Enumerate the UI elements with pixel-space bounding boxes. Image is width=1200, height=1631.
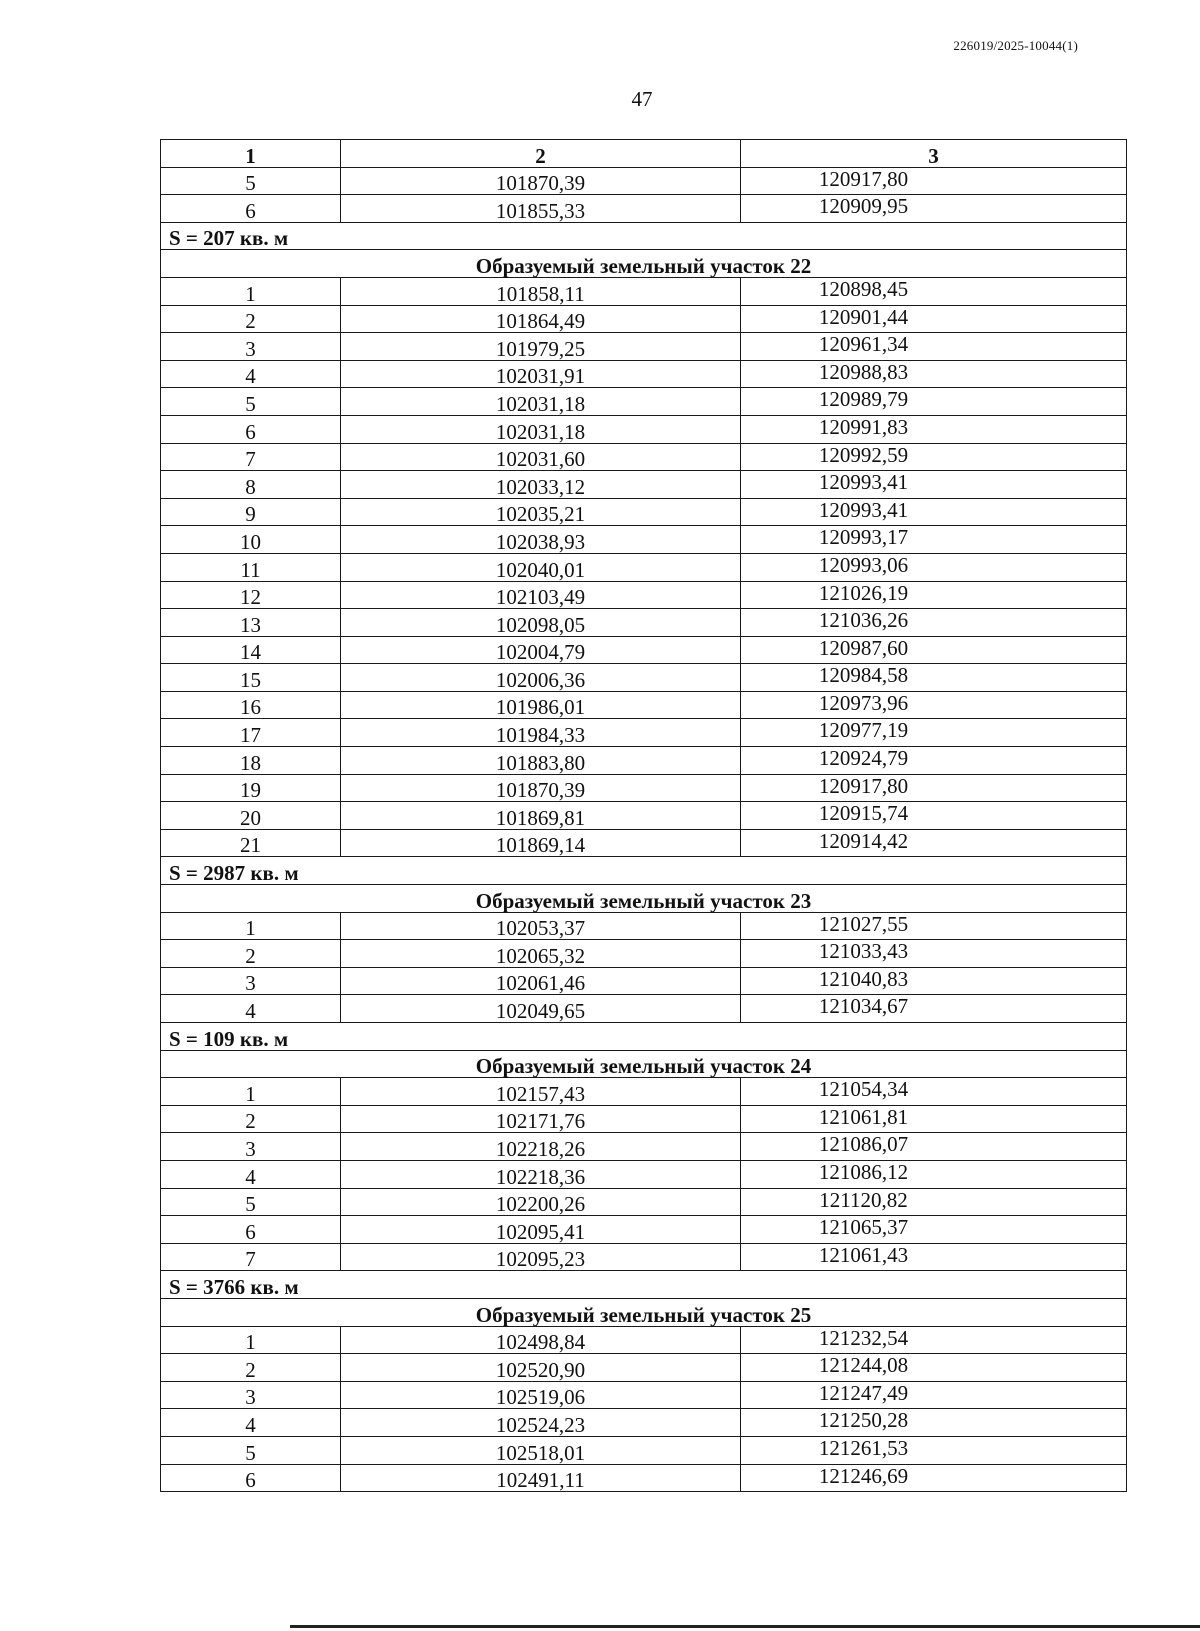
x-coordinate-cell: 101979,25 <box>341 333 741 361</box>
y-coordinate-cell: 120992,59 <box>741 443 1127 471</box>
x-coordinate-cell: 101869,81 <box>341 802 741 830</box>
area-total: S = 2987 кв. м <box>161 857 1127 885</box>
x-coordinate-cell: 102006,36 <box>341 664 741 692</box>
point-number-cell: 17 <box>161 719 341 747</box>
y-coordinate-cell: 120993,41 <box>741 471 1127 499</box>
x-coordinate-cell: 102004,79 <box>341 636 741 664</box>
table-row <box>161 1160 1127 1188</box>
point-number-cell: 5 <box>161 167 341 195</box>
y-coordinate-cell: 120909,95 <box>741 195 1127 223</box>
table-row <box>161 553 1127 581</box>
table-row <box>161 581 1127 609</box>
table-row <box>161 1105 1127 1133</box>
x-coordinate-cell: 102095,41 <box>341 1216 741 1244</box>
point-number-cell: 7 <box>161 1243 341 1271</box>
x-coordinate-cell: 101870,39 <box>341 167 741 195</box>
x-coordinate-cell: 102031,18 <box>341 415 741 443</box>
y-coordinate-cell: 120898,45 <box>741 277 1127 305</box>
y-coordinate-cell: 120924,79 <box>741 747 1127 775</box>
point-number-cell: 2 <box>161 305 341 333</box>
point-number-cell: 10 <box>161 526 341 554</box>
point-number-cell: 19 <box>161 774 341 802</box>
point-number-cell: 5 <box>161 388 341 416</box>
point-number-cell: 8 <box>161 471 341 499</box>
y-coordinate-cell: 120984,58 <box>741 664 1127 692</box>
table-row <box>161 636 1127 664</box>
table-row <box>161 1354 1127 1382</box>
x-coordinate-cell: 102171,76 <box>341 1105 741 1133</box>
y-coordinate-cell: 120989,79 <box>741 388 1127 416</box>
x-coordinate-cell: 102518,01 <box>341 1436 741 1464</box>
area-row <box>161 857 1127 885</box>
area-total: S = 207 кв. м <box>161 222 1127 250</box>
point-number-cell: 12 <box>161 581 341 609</box>
table-row <box>161 995 1127 1023</box>
x-coordinate-cell: 101870,39 <box>341 774 741 802</box>
x-coordinate-cell: 102498,84 <box>341 1326 741 1354</box>
point-number-cell: 18 <box>161 747 341 775</box>
point-number-cell: 9 <box>161 498 341 526</box>
y-coordinate-cell: 121033,43 <box>741 940 1127 968</box>
plot-title-row <box>161 1050 1127 1078</box>
table-row <box>161 277 1127 305</box>
table-row <box>161 691 1127 719</box>
x-coordinate-cell: 102033,12 <box>341 471 741 499</box>
table-row <box>161 1381 1127 1409</box>
point-number-cell: 6 <box>161 1216 341 1244</box>
header-col-3: 3 <box>741 140 1127 168</box>
table-row <box>161 719 1127 747</box>
x-coordinate-cell: 102031,60 <box>341 443 741 471</box>
x-coordinate-cell: 101984,33 <box>341 719 741 747</box>
y-coordinate-cell: 120973,96 <box>741 691 1127 719</box>
y-coordinate-cell: 121244,08 <box>741 1354 1127 1382</box>
point-number-cell: 6 <box>161 195 341 223</box>
table-row <box>161 774 1127 802</box>
y-coordinate-cell: 120993,17 <box>741 526 1127 554</box>
point-number-cell: 14 <box>161 636 341 664</box>
coordinates-table <box>160 139 1127 1492</box>
header-col-1: 1 <box>161 140 341 168</box>
area-row <box>161 1023 1127 1051</box>
y-coordinate-cell: 121086,12 <box>741 1160 1127 1188</box>
area-row <box>161 1271 1127 1299</box>
y-coordinate-cell: 121026,19 <box>741 581 1127 609</box>
table-row <box>161 1243 1127 1271</box>
table-row <box>161 609 1127 637</box>
page-number: 47 <box>631 87 653 111</box>
point-number-cell: 1 <box>161 1078 341 1106</box>
area-row <box>161 222 1127 250</box>
table-row <box>161 471 1127 499</box>
table-row <box>161 1436 1127 1464</box>
plot-title: Образуемый земельный участок 22 <box>161 250 1127 278</box>
scan-bottom-edge <box>290 1625 1200 1628</box>
table-row <box>161 912 1127 940</box>
x-coordinate-cell: 102040,01 <box>341 553 741 581</box>
point-number-cell: 1 <box>161 277 341 305</box>
point-number-cell: 4 <box>161 1160 341 1188</box>
y-coordinate-cell: 121036,26 <box>741 609 1127 637</box>
point-number-cell: 7 <box>161 443 341 471</box>
plot-title-row <box>161 1298 1127 1326</box>
header-col-2: 2 <box>341 140 741 168</box>
y-coordinate-cell: 121061,81 <box>741 1105 1127 1133</box>
table-row <box>161 967 1127 995</box>
table-header-row <box>161 140 1127 168</box>
plot-title: Образуемый земельный участок 24 <box>161 1050 1127 1078</box>
table-row <box>161 195 1127 223</box>
document-id: 226019/2025-10044(1) <box>953 38 1078 53</box>
x-coordinate-cell: 101883,80 <box>341 747 741 775</box>
plot-title: Образуемый земельный участок 23 <box>161 885 1127 913</box>
table-row <box>161 1188 1127 1216</box>
y-coordinate-cell: 120917,80 <box>741 167 1127 195</box>
plot-title: Образуемый земельный участок 25 <box>161 1298 1127 1326</box>
table-row <box>161 1326 1127 1354</box>
y-coordinate-cell: 121246,69 <box>741 1464 1127 1492</box>
table-row <box>161 940 1127 968</box>
x-coordinate-cell: 102103,49 <box>341 581 741 609</box>
plot-title-row <box>161 885 1127 913</box>
point-number-cell: 3 <box>161 967 341 995</box>
x-coordinate-cell: 102524,23 <box>341 1409 741 1437</box>
y-coordinate-cell: 121086,07 <box>741 1133 1127 1161</box>
y-coordinate-cell: 120993,06 <box>741 553 1127 581</box>
x-coordinate-cell: 102065,32 <box>341 940 741 968</box>
table-row <box>161 829 1127 857</box>
y-coordinate-cell: 120993,41 <box>741 498 1127 526</box>
x-coordinate-cell: 102491,11 <box>341 1464 741 1492</box>
point-number-cell: 5 <box>161 1188 341 1216</box>
x-coordinate-cell: 102053,37 <box>341 912 741 940</box>
point-number-cell: 2 <box>161 1354 341 1382</box>
point-number-cell: 20 <box>161 802 341 830</box>
point-number-cell: 21 <box>161 829 341 857</box>
x-coordinate-cell: 102049,65 <box>341 995 741 1023</box>
area-total: S = 3766 кв. м <box>161 1271 1127 1299</box>
table-row <box>161 1216 1127 1244</box>
y-coordinate-cell: 120987,60 <box>741 636 1127 664</box>
y-coordinate-cell: 121065,37 <box>741 1216 1127 1244</box>
table-row <box>161 167 1127 195</box>
table-row <box>161 360 1127 388</box>
y-coordinate-cell: 121247,49 <box>741 1381 1127 1409</box>
table-row <box>161 1464 1127 1492</box>
point-number-cell: 6 <box>161 415 341 443</box>
point-number-cell: 11 <box>161 553 341 581</box>
y-coordinate-cell: 121261,53 <box>741 1436 1127 1464</box>
y-coordinate-cell: 121250,28 <box>741 1409 1127 1437</box>
y-coordinate-cell: 120977,19 <box>741 719 1127 747</box>
table-row <box>161 1078 1127 1106</box>
y-coordinate-cell: 120914,42 <box>741 829 1127 857</box>
table-row <box>161 802 1127 830</box>
x-coordinate-cell: 101855,33 <box>341 195 741 223</box>
table-row <box>161 305 1127 333</box>
point-number-cell: 4 <box>161 360 341 388</box>
table-row <box>161 415 1127 443</box>
y-coordinate-cell: 120988,83 <box>741 360 1127 388</box>
table-row <box>161 526 1127 554</box>
table-row <box>161 1409 1127 1437</box>
point-number-cell: 3 <box>161 1381 341 1409</box>
point-number-cell: 13 <box>161 609 341 637</box>
table-row <box>161 747 1127 775</box>
y-coordinate-cell: 120901,44 <box>741 305 1127 333</box>
y-coordinate-cell: 121061,43 <box>741 1243 1127 1271</box>
table-row <box>161 1133 1127 1161</box>
point-number-cell: 3 <box>161 333 341 361</box>
area-total: S = 109 кв. м <box>161 1023 1127 1051</box>
y-coordinate-cell: 121232,54 <box>741 1326 1127 1354</box>
x-coordinate-cell: 102520,90 <box>341 1354 741 1382</box>
x-coordinate-cell: 101858,11 <box>341 277 741 305</box>
x-coordinate-cell: 102038,93 <box>341 526 741 554</box>
plot-title-row <box>161 250 1127 278</box>
table-row <box>161 333 1127 361</box>
point-number-cell: 1 <box>161 1326 341 1354</box>
table-row <box>161 498 1127 526</box>
x-coordinate-cell: 101869,14 <box>341 829 741 857</box>
x-coordinate-cell: 102218,36 <box>341 1160 741 1188</box>
point-number-cell: 6 <box>161 1464 341 1492</box>
x-coordinate-cell: 102035,21 <box>341 498 741 526</box>
table-row <box>161 388 1127 416</box>
y-coordinate-cell: 121040,83 <box>741 967 1127 995</box>
x-coordinate-cell: 102031,91 <box>341 360 741 388</box>
y-coordinate-cell: 120915,74 <box>741 802 1127 830</box>
y-coordinate-cell: 121027,55 <box>741 912 1127 940</box>
coordinates-table-body <box>161 140 1127 1492</box>
y-coordinate-cell: 120991,83 <box>741 415 1127 443</box>
x-coordinate-cell: 102095,23 <box>341 1243 741 1271</box>
y-coordinate-cell: 121034,67 <box>741 995 1127 1023</box>
point-number-cell: 2 <box>161 940 341 968</box>
y-coordinate-cell: 120961,34 <box>741 333 1127 361</box>
x-coordinate-cell: 101986,01 <box>341 691 741 719</box>
y-coordinate-cell: 121120,82 <box>741 1188 1127 1216</box>
x-coordinate-cell: 102519,06 <box>341 1381 741 1409</box>
point-number-cell: 5 <box>161 1436 341 1464</box>
point-number-cell: 1 <box>161 912 341 940</box>
point-number-cell: 3 <box>161 1133 341 1161</box>
y-coordinate-cell: 120917,80 <box>741 774 1127 802</box>
point-number-cell: 2 <box>161 1105 341 1133</box>
x-coordinate-cell: 102200,26 <box>341 1188 741 1216</box>
x-coordinate-cell: 102157,43 <box>341 1078 741 1106</box>
x-coordinate-cell: 101864,49 <box>341 305 741 333</box>
table-row <box>161 443 1127 471</box>
x-coordinate-cell: 102098,05 <box>341 609 741 637</box>
x-coordinate-cell: 102218,26 <box>341 1133 741 1161</box>
point-number-cell: 4 <box>161 995 341 1023</box>
table-row <box>161 664 1127 692</box>
point-number-cell: 15 <box>161 664 341 692</box>
y-coordinate-cell: 121054,34 <box>741 1078 1127 1106</box>
x-coordinate-cell: 102061,46 <box>341 967 741 995</box>
point-number-cell: 4 <box>161 1409 341 1437</box>
x-coordinate-cell: 102031,18 <box>341 388 741 416</box>
point-number-cell: 16 <box>161 691 341 719</box>
